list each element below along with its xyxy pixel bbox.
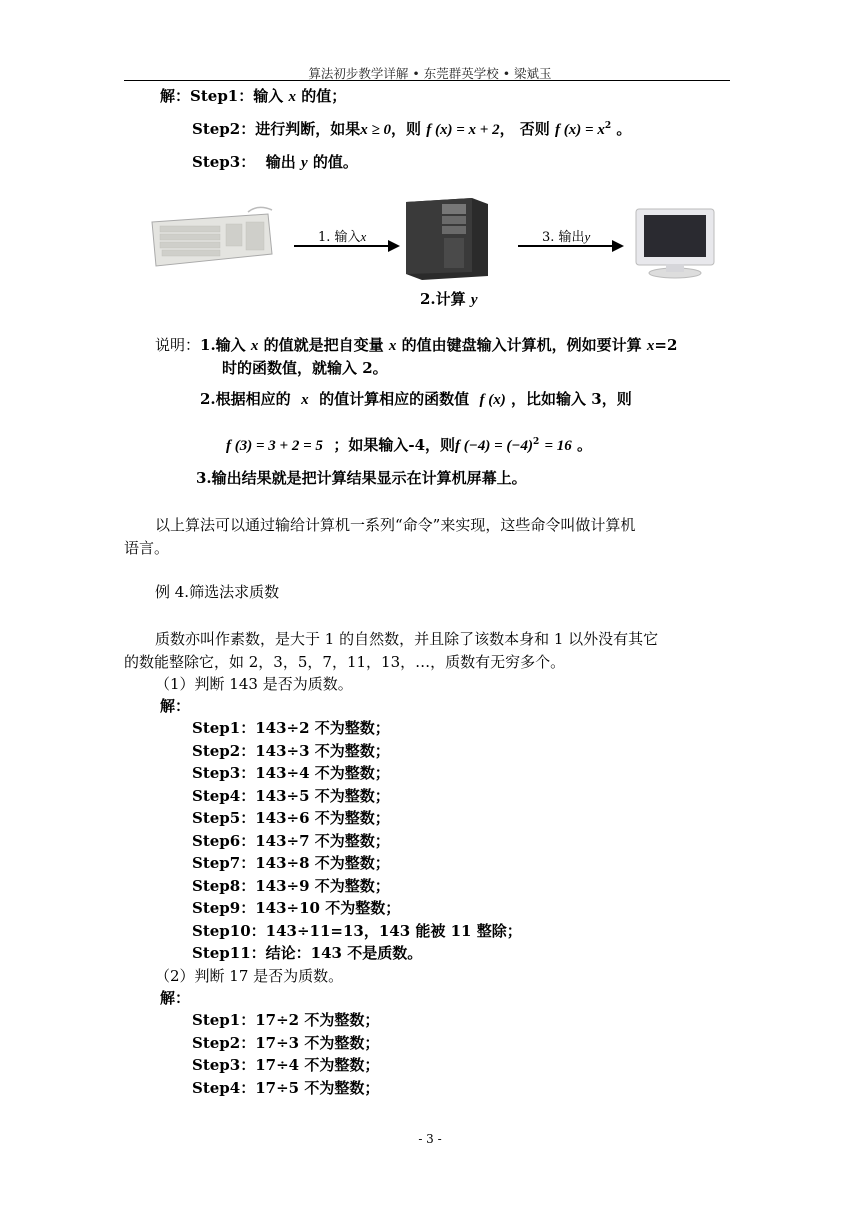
step3-label: Step3： [192,153,256,171]
compute-label [420,288,478,309]
part2-jie: 解： [160,989,191,1007]
condition: x ≥ 0 [360,122,391,138]
step1-label: Step1： [190,87,254,105]
solution1-step3 [192,151,358,172]
part1-title: （1）判断 143 是否为质数。 [155,675,353,693]
note-prefix: 说明： [155,336,201,354]
part1-step: Step7：143÷8 不为整数； [192,854,390,872]
part1-step: Step4：143÷5 不为整数； [192,786,390,805]
jie-label: 解： [160,87,191,105]
var-x: x [288,89,296,105]
text: 1.输入 [200,336,246,354]
note2-line1 [200,388,632,409]
arrow-input [294,245,398,247]
step2-label: Step2： [192,120,256,138]
var: x [250,338,259,354]
part1-step: Step1：143÷2 不为整数； [192,719,390,737]
part2-step: Step3：17÷4 不为整数； [192,1056,380,1074]
formula-2: f (x) = x [555,122,605,138]
solution1-step2 [192,118,631,139]
text: 输入 [253,87,284,105]
text: 的值就是把自变量 [263,336,384,354]
part1-step: Step3：143÷4 不为整数； [192,764,390,782]
part2-step: Step2：17÷3 不为整数； [192,1033,380,1052]
text: ，则 [390,120,421,138]
paragraph2-line1: 质数亦叫作素数，是大于 1 的自然数，并且除了该数本身和 1 以外没有其它 [155,630,659,648]
text: 输出 [265,153,296,171]
text: 的值； [301,87,347,105]
text: 。 [577,436,593,454]
note1-line2: 时的函数值，就输入 2。 [222,359,388,377]
arrow-output-label [542,226,590,245]
arrow-input-label [318,226,366,245]
paragraph1-line2: 语言。 [124,539,170,557]
text: 的值计算相应的函数值 [319,390,470,408]
page-header: 算法初步教学详解 • 东莞群英学校 • 梁斌玉 [308,66,552,81]
text: =2 [654,336,678,354]
part1-step: Step10：143÷11=13，143 能被 11 整除； [192,921,522,940]
formula: f (x) [479,392,506,408]
part2-title: （2）判断 17 是否为质数。 [155,967,344,985]
part1-step: Step5：143÷6 不为整数； [192,809,390,827]
note3: 3.输出结果就是把计算结果显示在计算机屏幕上。 [196,469,527,487]
monitor-image [632,207,718,279]
part1-jie: 解： [160,697,191,715]
note2-line2 [226,434,592,455]
text: 的值由键盘输入计算机，例如要计算 [401,336,642,354]
var-y: y [300,155,308,171]
formula: f (3) = 3 + 2 = 5 [226,438,323,454]
part1-step: Step9：143÷10 不为整数； [192,899,401,917]
text: 2.计算 [420,290,466,308]
var: x [388,338,397,354]
part1-step: Step11：结论：143 不是质数。 [192,944,423,962]
part2-step: Step1：17÷2 不为整数； [192,1011,380,1029]
var: x [646,338,655,354]
text: ；如果输入-4，则 [333,436,456,454]
computer-tower-image [398,196,492,280]
part1-step: Step6：143÷7 不为整数； [192,831,390,850]
text: 1. 输入 [318,230,361,245]
formula-1: f (x) = x + 2 [426,122,500,138]
text: 3. 输出 [542,230,585,245]
example4-title: 例 4.筛选法求质数 [155,583,280,601]
keyboard-image [148,204,274,272]
arrow-output [518,245,622,247]
exponent: 2 [532,437,540,447]
text: ， 否则 [499,120,550,138]
var: x [360,229,367,244]
header-rule [124,80,730,81]
var: y [470,292,478,308]
part2-step: Step4：17÷5 不为整数； [192,1078,380,1097]
text: 。 [616,120,632,138]
text: 的值。 [312,153,358,171]
text: 进行判断，如果 [255,120,361,138]
paragraph2-line2: 的数能整除它，如 2，3，5，7，11，13，…，质数有无穷多个。 [124,653,566,671]
solution1-step1 [160,85,346,106]
text: 2.根据相应的 [200,390,291,408]
part1-step: Step2：143÷3 不为整数； [192,741,390,760]
paragraph1-line1: 以上算法可以通过输给计算机一系列“命令”来实现，这些命令叫做计算机 [155,516,636,534]
part1-step: Step8：143÷9 不为整数； [192,876,390,895]
text: ，比如输入 3，则 [511,390,632,408]
var: y [584,229,591,244]
var: x [301,392,309,408]
exponent: 2 [604,121,612,131]
formula: f (−4) = (−4) [455,438,533,454]
page-number: - 3 - [418,1132,442,1146]
note1-line1 [155,334,677,355]
formula: = 16 [544,438,572,454]
